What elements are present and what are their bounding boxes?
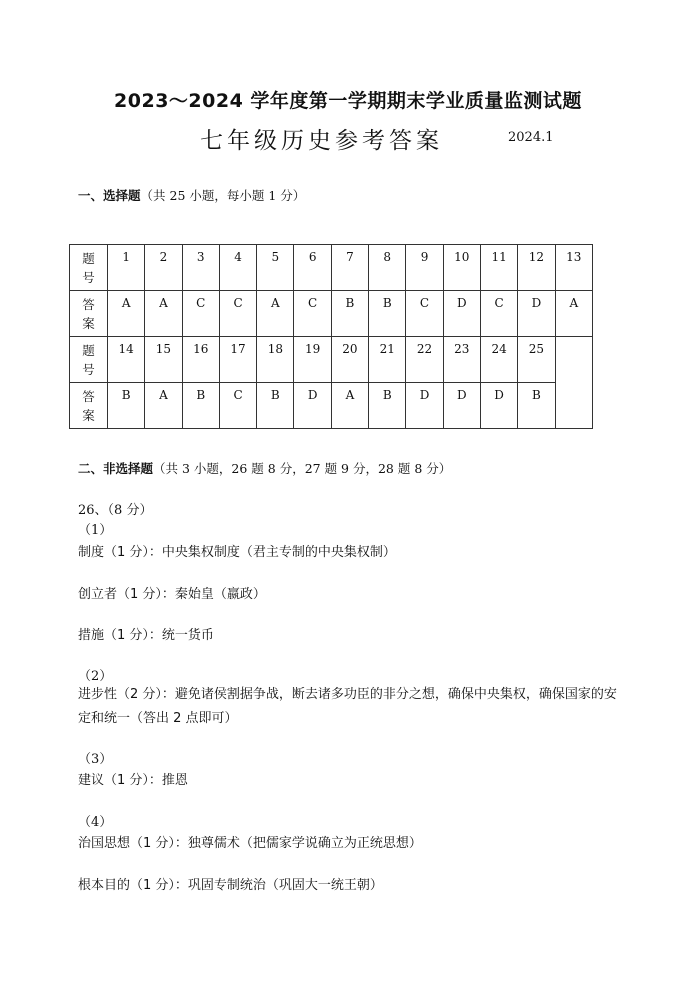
table-cell: C	[182, 291, 219, 337]
table-cell: 13	[555, 245, 592, 291]
section2-heading	[78, 459, 451, 477]
table-cell: 10	[443, 245, 480, 291]
row-header: 题 号	[70, 245, 108, 291]
table-cell: D	[294, 383, 331, 429]
q26-answer-suggestion: 建议（1 分）：推恩	[78, 773, 188, 788]
q26-answer-governance: 治国思想（1 分）：独尊儒术（把儒家学说确立为正统思想）	[78, 836, 422, 851]
table-cell: B	[518, 383, 555, 429]
table-cell: A	[257, 291, 294, 337]
row-header: 题 号	[70, 337, 108, 383]
table-cell: D	[518, 291, 555, 337]
document-subtitle: 七年级历史参考答案	[200, 128, 443, 154]
section2-note: （共 3 小题，26 题 8 分，27 题 9 分，28 题 8 分）	[153, 461, 452, 476]
section1-note: （共 25 小题，每小题 1 分）	[140, 188, 306, 203]
section1-title: 一、选择题	[78, 188, 141, 203]
row-header: 答 案	[70, 383, 108, 429]
question-number-row	[70, 337, 593, 383]
q26-part1-label: （1）	[78, 523, 113, 538]
q26-answer-measure: 措施（1 分）：统一货币	[78, 628, 214, 643]
document-title: 2023～2024 学年度第一学期期末学业质量监测试题	[114, 90, 582, 112]
table-cell: 1	[108, 245, 145, 291]
answer-row	[70, 291, 593, 337]
table-cell: 20	[331, 337, 368, 383]
table-cell: D	[480, 383, 517, 429]
q26-title: 26、（8 分）	[78, 503, 153, 518]
document-date: 2024.1	[508, 130, 554, 145]
table-cell: C	[406, 291, 443, 337]
table-cell: A	[145, 383, 182, 429]
answer-row	[70, 383, 593, 429]
table-cell: 6	[294, 245, 331, 291]
section1-heading	[78, 186, 305, 204]
table-cell: 2	[145, 245, 182, 291]
table-cell: 5	[257, 245, 294, 291]
table-cell: 16	[182, 337, 219, 383]
table-cell: 15	[145, 337, 182, 383]
q26-answer-founder: 创立者（1 分）：秦始皇（嬴政）	[78, 587, 266, 602]
subtitle-row	[0, 122, 696, 158]
table-cell: A	[145, 291, 182, 337]
table-cell: 7	[331, 245, 368, 291]
table-cell: 23	[443, 337, 480, 383]
table-cell: C	[480, 291, 517, 337]
table-cell: 9	[406, 245, 443, 291]
q26-answer-progressiveness: 进步性（2 分）：避免诸侯割据争战，断去诸多功臣的非分之想，确保中央集权，确保国家的安定和统一（答出 2 点即可）	[78, 687, 617, 726]
table-cell: 21	[369, 337, 406, 383]
empty-cell	[555, 337, 592, 429]
q26-answer-purpose: 根本目的（1 分）：巩固专制统治（巩固大一统王朝）	[78, 878, 383, 893]
table-cell: A	[331, 383, 368, 429]
table-cell: 14	[108, 337, 145, 383]
table-cell: 24	[480, 337, 517, 383]
table-cell: 8	[369, 245, 406, 291]
q26-part4-label: （4）	[78, 815, 113, 830]
section2-title: 二、非选择题	[78, 461, 154, 476]
table-cell: B	[331, 291, 368, 337]
table-cell: 19	[294, 337, 331, 383]
row-header: 答 案	[70, 291, 108, 337]
table-cell: B	[108, 383, 145, 429]
table-cell: A	[108, 291, 145, 337]
table-cell: 4	[219, 245, 256, 291]
q26-part3-label: （3）	[78, 752, 113, 767]
table-cell: 12	[518, 245, 555, 291]
table-cell: B	[257, 383, 294, 429]
question-number-row	[70, 245, 593, 291]
q26-part2-label: （2）	[78, 669, 113, 684]
table-cell: 18	[257, 337, 294, 383]
table-cell: C	[294, 291, 331, 337]
table-cell: C	[219, 291, 256, 337]
table-cell: 11	[480, 245, 517, 291]
table-cell: B	[369, 383, 406, 429]
answer-table	[69, 244, 593, 429]
table-cell: 17	[219, 337, 256, 383]
table-cell: 22	[406, 337, 443, 383]
q26-answer-system: 制度（1 分）：中央集权制度（君主专制的中央集权制）	[78, 545, 396, 560]
table-cell: B	[369, 291, 406, 337]
table-cell: D	[443, 383, 480, 429]
table-cell: C	[219, 383, 256, 429]
table-cell: D	[406, 383, 443, 429]
table-cell: B	[182, 383, 219, 429]
table-cell: 3	[182, 245, 219, 291]
table-cell: D	[443, 291, 480, 337]
table-cell: A	[555, 291, 592, 337]
table-cell: 25	[518, 337, 555, 383]
